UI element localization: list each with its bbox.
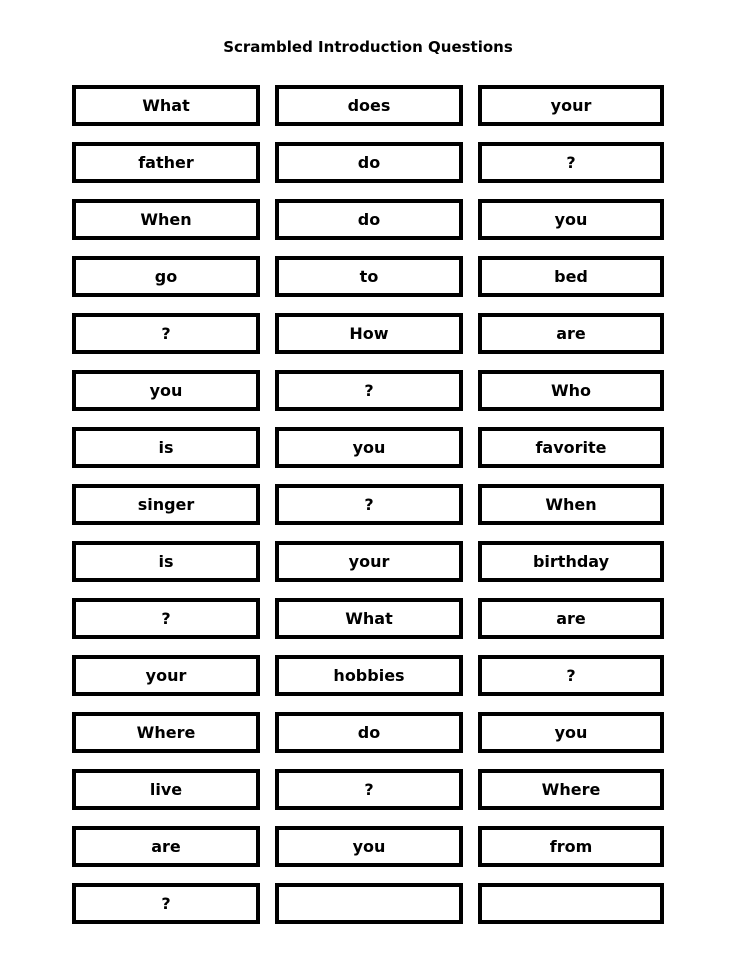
word-card[interactable]: birthday [478, 541, 664, 582]
word-card[interactable]: are [478, 598, 664, 639]
word-card[interactable]: Where [72, 712, 260, 753]
page-title: Scrambled Introduction Questions [223, 38, 513, 56]
word-card[interactable]: ? [478, 655, 664, 696]
word-card[interactable]: your [478, 85, 664, 126]
word-card-grid [72, 85, 664, 924]
word-card[interactable]: to [275, 256, 463, 297]
word-card[interactable]: do [275, 712, 463, 753]
word-card[interactable]: ? [275, 769, 463, 810]
word-card[interactable]: go [72, 256, 260, 297]
blank-word-card[interactable] [275, 883, 463, 924]
word-card[interactable]: from [478, 826, 664, 867]
word-card[interactable]: is [72, 427, 260, 468]
word-card[interactable]: you [478, 199, 664, 240]
word-card[interactable]: hobbies [275, 655, 463, 696]
word-card[interactable]: ? [275, 484, 463, 525]
word-card[interactable]: father [72, 142, 260, 183]
word-card[interactable]: your [275, 541, 463, 582]
word-card[interactable]: What [275, 598, 463, 639]
word-card[interactable]: is [72, 541, 260, 582]
word-card[interactable]: ? [72, 598, 260, 639]
word-card[interactable]: your [72, 655, 260, 696]
word-card[interactable]: are [478, 313, 664, 354]
word-card[interactable]: do [275, 142, 463, 183]
word-card[interactable]: bed [478, 256, 664, 297]
word-card[interactable]: ? [478, 142, 664, 183]
word-card[interactable]: Where [478, 769, 664, 810]
word-card[interactable]: you [72, 370, 260, 411]
word-card[interactable]: How [275, 313, 463, 354]
word-card[interactable]: are [72, 826, 260, 867]
word-card[interactable]: ? [275, 370, 463, 411]
word-card[interactable]: you [478, 712, 664, 753]
word-card[interactable]: singer [72, 484, 260, 525]
word-card[interactable]: live [72, 769, 260, 810]
word-card[interactable]: What [72, 85, 260, 126]
word-card[interactable]: When [478, 484, 664, 525]
word-card[interactable]: ? [72, 313, 260, 354]
word-card[interactable]: Who [478, 370, 664, 411]
word-card[interactable]: does [275, 85, 463, 126]
word-card[interactable]: When [72, 199, 260, 240]
word-card[interactable]: ? [72, 883, 260, 924]
word-card[interactable]: you [275, 826, 463, 867]
blank-word-card[interactable] [478, 883, 664, 924]
word-card[interactable]: you [275, 427, 463, 468]
word-card[interactable]: favorite [478, 427, 664, 468]
word-card[interactable]: do [275, 199, 463, 240]
